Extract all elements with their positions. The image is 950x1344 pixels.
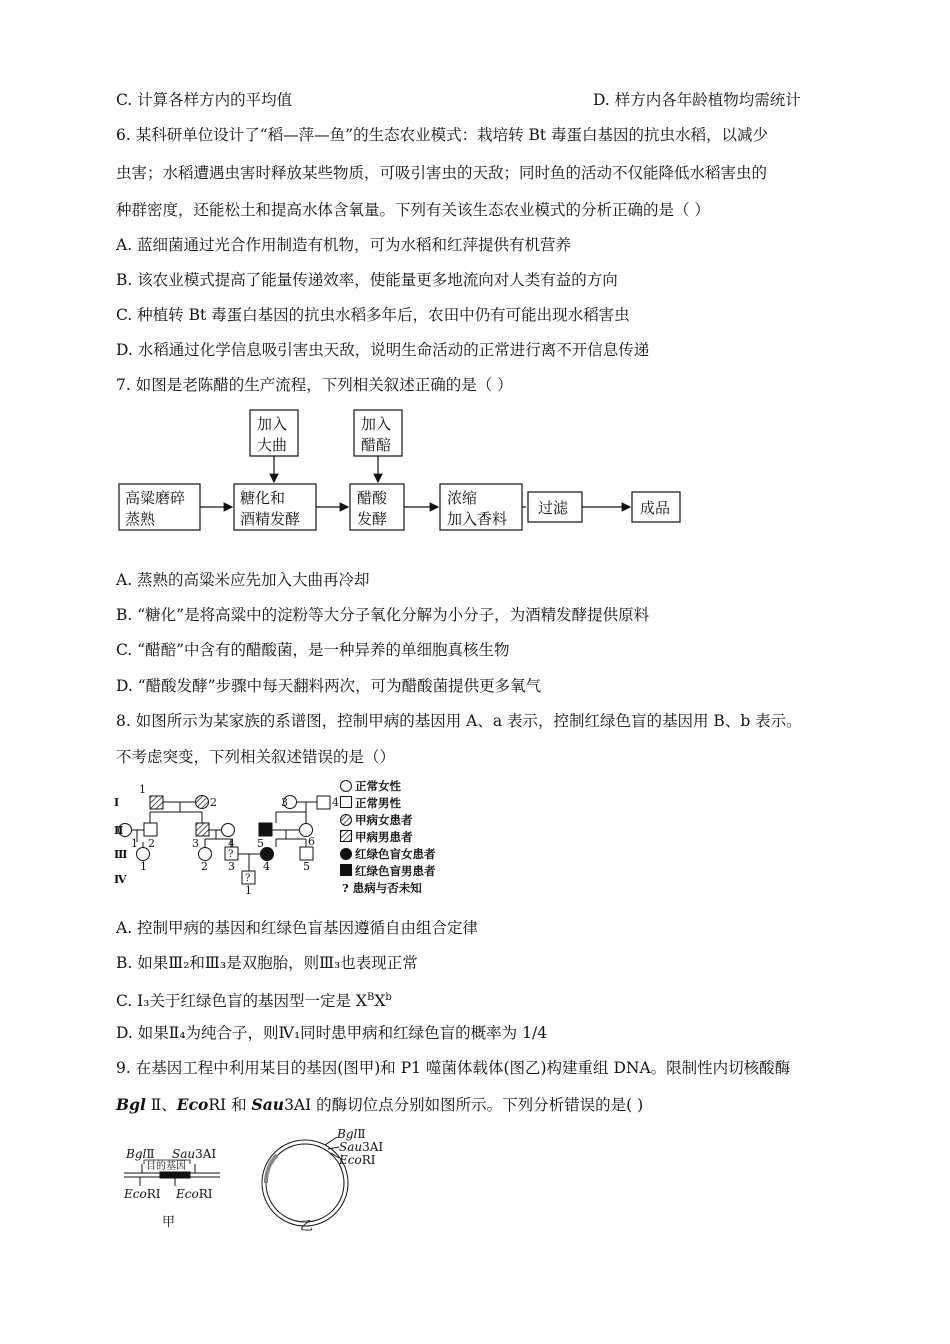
- pedigree-III2: [199, 848, 212, 861]
- q8-option-d: D. 如果Ⅱ₄为纯合子，则Ⅳ₁同时患甲病和红绿色盲的概率为 1/4: [116, 1024, 548, 1042]
- s2-text1: 糖化和: [240, 489, 286, 507]
- q9-bgl: Bgl: [116, 1095, 146, 1114]
- jia-target-label: 目的基因: [146, 1161, 186, 1172]
- q9-eco: Eco: [176, 1095, 209, 1114]
- gen-IV-label: Ⅳ: [114, 873, 127, 886]
- jia-caption: 甲: [162, 1215, 176, 1230]
- s4-text2: 加入香料: [447, 510, 508, 528]
- unknown-IV1: ?: [245, 873, 251, 884]
- q9-figure-yi: [255, 1125, 405, 1235]
- s4-text1: 浓缩: [447, 489, 478, 507]
- add2-text2: 醋醅: [361, 436, 392, 454]
- q7-flowchart: [110, 405, 690, 535]
- q7-stem: 7. 如图是老陈醋的生产流程，下列相关叙述正确的是（ ）: [116, 376, 513, 394]
- q7-option-b: B. “糖化”是将高粱中的淀粉等大分子氧化分解为小分子，为酒精发酵提供原料: [116, 606, 650, 624]
- label-II3: 3: [192, 837, 199, 850]
- q8-option-c: [116, 988, 392, 1011]
- pedigree-I1: [150, 796, 163, 809]
- s3-text2: 发酵: [357, 510, 388, 528]
- jia-sau-label: Sau3AⅠ: [172, 1147, 217, 1161]
- q8-option-c-text: C. Ⅰ₃关于红绿色盲的基因型一定是 X: [116, 992, 367, 1011]
- q7-option-d: D. “醋酸发酵”步骤中每天翻料两次，可为醋酸菌提供更多氧气: [116, 677, 542, 695]
- jia-bgl-label: BglⅡ: [126, 1147, 155, 1161]
- pedigree-II5: [259, 823, 272, 836]
- q5-option-c: C. 计算各样方内的平均值: [116, 91, 293, 109]
- q9-sau: Sau: [251, 1095, 285, 1114]
- q8-pedigree: [110, 775, 342, 895]
- label-III5: 5: [303, 860, 310, 873]
- pedigree-II2: [144, 823, 157, 836]
- label-II6: 6: [308, 835, 315, 848]
- legend-normal-female: 正常女性: [355, 779, 401, 793]
- q8-option-a: A. 控制甲病的基因和红绿色盲基因遵循自由组合定律: [116, 919, 479, 937]
- q5-option-d: D. 样方内各年龄植物均需统计: [593, 91, 801, 109]
- add1-text1: 加入: [257, 415, 288, 433]
- gen-I-label: Ⅰ: [114, 796, 120, 809]
- q7-option-c: C. “醋醅”中含有的醋酸菌，是一种异养的单细胞真核生物: [116, 641, 510, 659]
- legend-symbol-a-female: [341, 815, 352, 826]
- q7-option-a: A. 蒸熟的高粱米应先加入大曲再冷却: [116, 571, 370, 589]
- s5-text: 过滤: [538, 499, 569, 517]
- label-II1: 1: [131, 837, 138, 850]
- q6-option-d: D. 水稻通过化学信息吸引害虫天敌，说明生命活动的正常进行离不开信息传递: [116, 341, 650, 359]
- label-III3: 3: [228, 860, 235, 873]
- q6-stem-line2: 虫害；水稻遭遇虫害时释放某些物质，可吸引害虫的天敌；同时鱼的活动不仅能降低水稻害虫的: [116, 164, 768, 182]
- pedigree-I4: [317, 796, 330, 809]
- s1-text1: 高粱磨碎: [125, 489, 186, 507]
- q6-option-c: C. 种植转 Bt 毒蛋白基因的抗虫水稻多年后，农田中仍有可能出现水稻害虫: [116, 306, 630, 324]
- label-I3: 3: [281, 796, 288, 809]
- jia-eco-left: EcoRⅠ: [124, 1187, 161, 1201]
- yi-bgl-label: BglⅡ: [337, 1127, 366, 1141]
- q8-option-c-sup2: b: [385, 992, 392, 1003]
- label-II2: 2: [148, 837, 155, 850]
- label-III4: 4: [263, 860, 270, 873]
- q8-stem-line1: 8. 如图所示为某家族的系谱图，控制甲病的基因用 A、a 表示，控制红绿色盲的基因用 B、b 表示。: [116, 712, 802, 730]
- s6-text: 成品: [640, 499, 671, 517]
- q9-figure-jia: [120, 1140, 240, 1235]
- q6-stem-line3: 种群密度，还能松土和提高水体含氧量。下列有关该生态农业模式的分析正确的是（ ）: [116, 201, 710, 219]
- s3-text1: 醋酸: [357, 489, 388, 507]
- pedigree-III5: [300, 847, 313, 860]
- q6-stem-line1: 6. 某科研单位设计了“稻—萍—鱼”的生态农业模式：栽培转 Bt 毒蛋白基因的抗虫水稻，以减少: [116, 126, 769, 144]
- label-II5: 5: [257, 837, 264, 850]
- legend-symbol-a-male: [341, 831, 352, 842]
- add1-text2: 大曲: [257, 436, 288, 454]
- yi-caption: 乙: [300, 1219, 314, 1234]
- gen-III-label: Ⅲ: [114, 848, 128, 861]
- label-III2: 2: [201, 860, 208, 873]
- legend-symbol-cb-male: [341, 865, 352, 876]
- q8-option-c-x: X: [374, 992, 386, 1011]
- add2-text1: 加入: [361, 415, 392, 433]
- legend-symbol-normal-male: [341, 797, 352, 808]
- legend-symbol-normal-female: [341, 781, 352, 792]
- unknown-III3: ?: [228, 849, 234, 860]
- legend-symbol-cb-female: [341, 849, 352, 860]
- label-III1: 1: [140, 860, 147, 873]
- s1-text2: 蒸熟: [125, 510, 156, 528]
- jia-eco-right: EcoRⅠ: [176, 1187, 213, 1201]
- legend-a-male: 甲病男患者: [355, 830, 413, 844]
- pedigree-I2: [196, 796, 209, 809]
- pedigree-II4: [222, 824, 235, 837]
- q9-stem-part-d: RⅠ 和: [208, 1096, 252, 1114]
- q6-option-b: B. 该农业模式提高了能量传递效率，使能量更多地流向对人类有益的方向: [116, 271, 618, 289]
- legend-normal-male: 正常男性: [355, 796, 401, 810]
- q9-stem-part-f: 3AⅠ 的酶切位点分别如图所示。下列分析错误的是( ): [284, 1096, 644, 1114]
- q9-stem-line2: [116, 1095, 643, 1115]
- legend-a-female: 甲病女患者: [355, 813, 413, 827]
- label-IV1: 1: [245, 884, 252, 895]
- q6-option-a: A. 蓝细菌通过光合作用制造有机物，可为水稻和红萍提供有机营养: [116, 236, 572, 254]
- s2-text2: 酒精发酵: [240, 510, 301, 528]
- legend-cb-male: 红绿色盲男患者: [355, 864, 436, 878]
- pedigree-legend-symbols: [338, 778, 354, 888]
- gen-II-label: Ⅱ: [114, 824, 124, 837]
- label-II4: 4: [228, 837, 235, 850]
- yi-eco-label: EcoRⅠ: [339, 1153, 376, 1167]
- q8-option-b: B. 如果Ⅲ₂和Ⅲ₃是双胞胎，则Ⅲ₃也表现正常: [116, 954, 418, 972]
- legend-unknown: ? 患病与否未知: [342, 881, 422, 895]
- label-I2: 2: [210, 796, 217, 809]
- q8-option-c-sup1: B: [366, 992, 375, 1003]
- pedigree-II3: [196, 823, 209, 836]
- label-I4: 4: [332, 796, 339, 809]
- q9-stem-line1: 9. 在基因工程中利用某目的基因(图甲)和 P1 噬菌体载体(图乙)构建重组 DNA。限制性内切核酸酶: [116, 1059, 791, 1077]
- label-I1: 1: [139, 783, 146, 796]
- yi-sau-label: Sau3AⅠ: [339, 1140, 384, 1154]
- q9-stem-part-b: Ⅱ、: [145, 1096, 177, 1114]
- legend-cb-female: 红绿色盲女患者: [355, 847, 436, 861]
- q8-stem-line2: 不考虑突变，下列相关叙述错误的是（）: [116, 748, 396, 766]
